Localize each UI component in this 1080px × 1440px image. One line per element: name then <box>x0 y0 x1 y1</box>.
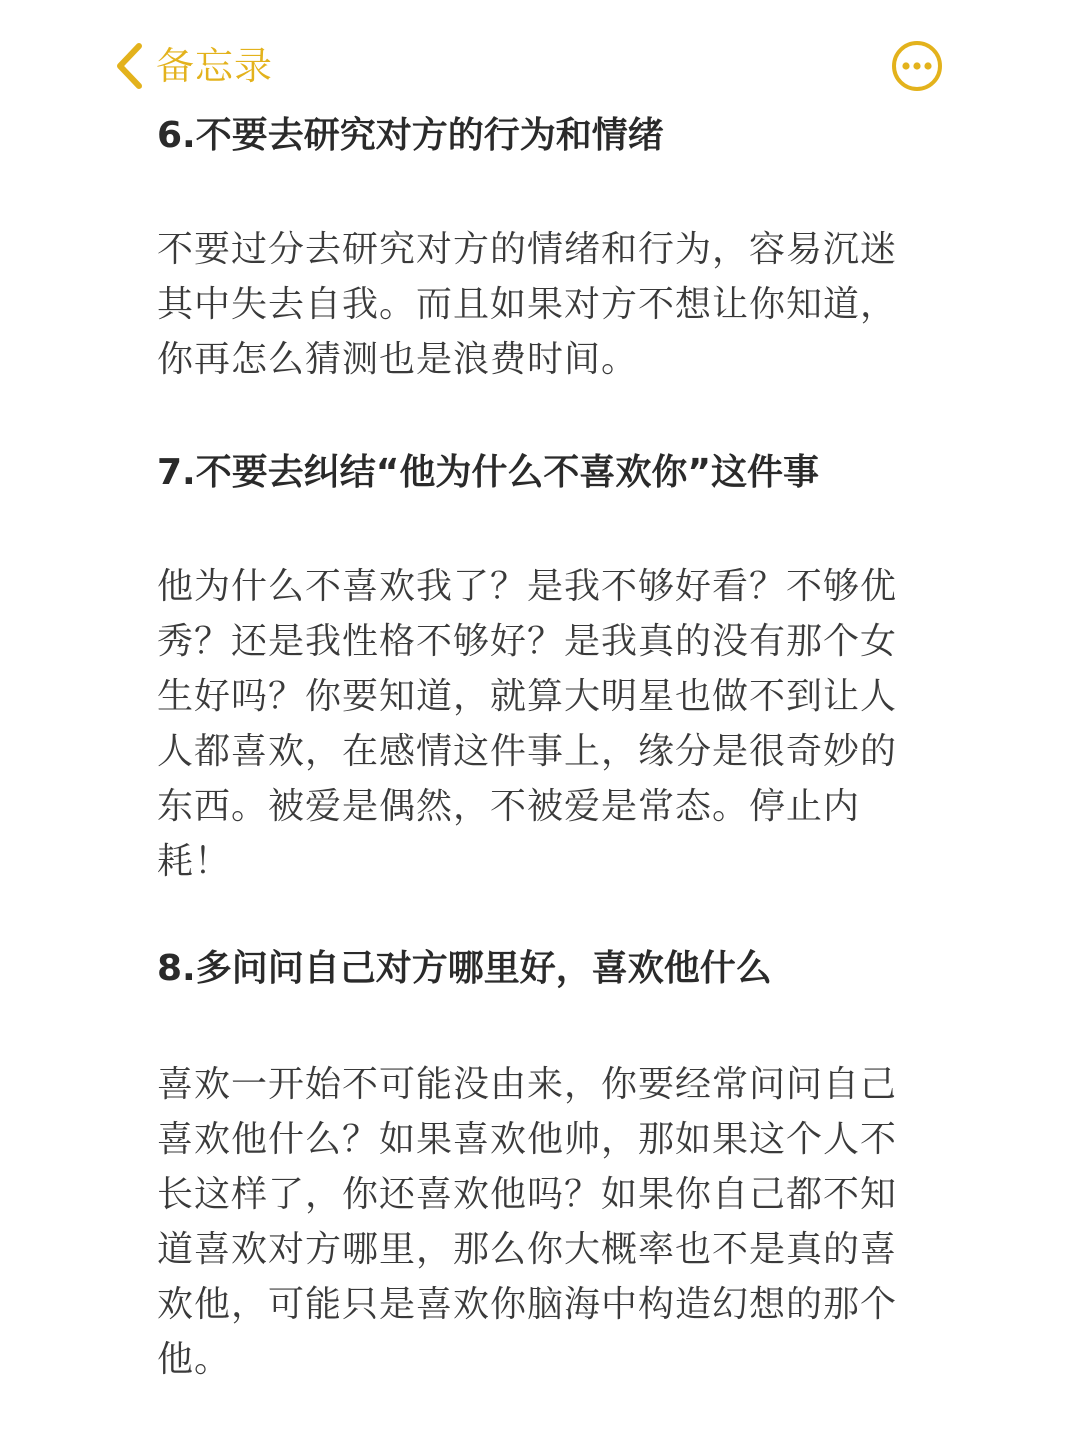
back-label: 备忘录 <box>156 44 274 88</box>
section-heading: 6.不要去研究对方的行为和情绪 <box>157 115 664 156</box>
back-button[interactable] <box>112 38 273 94</box>
chevron-left-icon <box>112 40 146 92</box>
note-content[interactable] <box>157 112 917 1387</box>
section-body: 不要过分去研究对方的情绪和行为，容易沉迷其中失去自我。而且如果对方不想让你知道，你再怎么猜测也是浪费时间。 <box>157 229 898 380</box>
section-heading: 7.不要去纠结“他为什么不喜欢你”这件事 <box>157 452 820 493</box>
more-horizontal-icon[interactable] <box>891 40 943 92</box>
section-body: 他为什么不喜欢我了？是我不够好看？不够优秀？还是我性格不够好？是我真的没有那个女生好吗？你要知道，就算大明星也做不到让人人都喜欢，在感情这件事上，缘分是很奇妙的东西。被爱是偶然，不被爱是常态。停止内耗！ <box>157 566 898 882</box>
section-heading: 8.多问问自己对方哪里好，喜欢他什么 <box>157 948 772 989</box>
section-body: 喜欢一开始不可能没由来，你要经常问问自己喜欢他什么？如果喜欢他帅，那如果这个人不长这样了，你还喜欢他吗？如果你自己都不知道喜欢对方哪里，那么你大概率也不是真的喜欢他，可能只是喜欢你脑海中构造幻想的那个他。 <box>157 1064 898 1380</box>
navigation-bar <box>0 0 1080 120</box>
